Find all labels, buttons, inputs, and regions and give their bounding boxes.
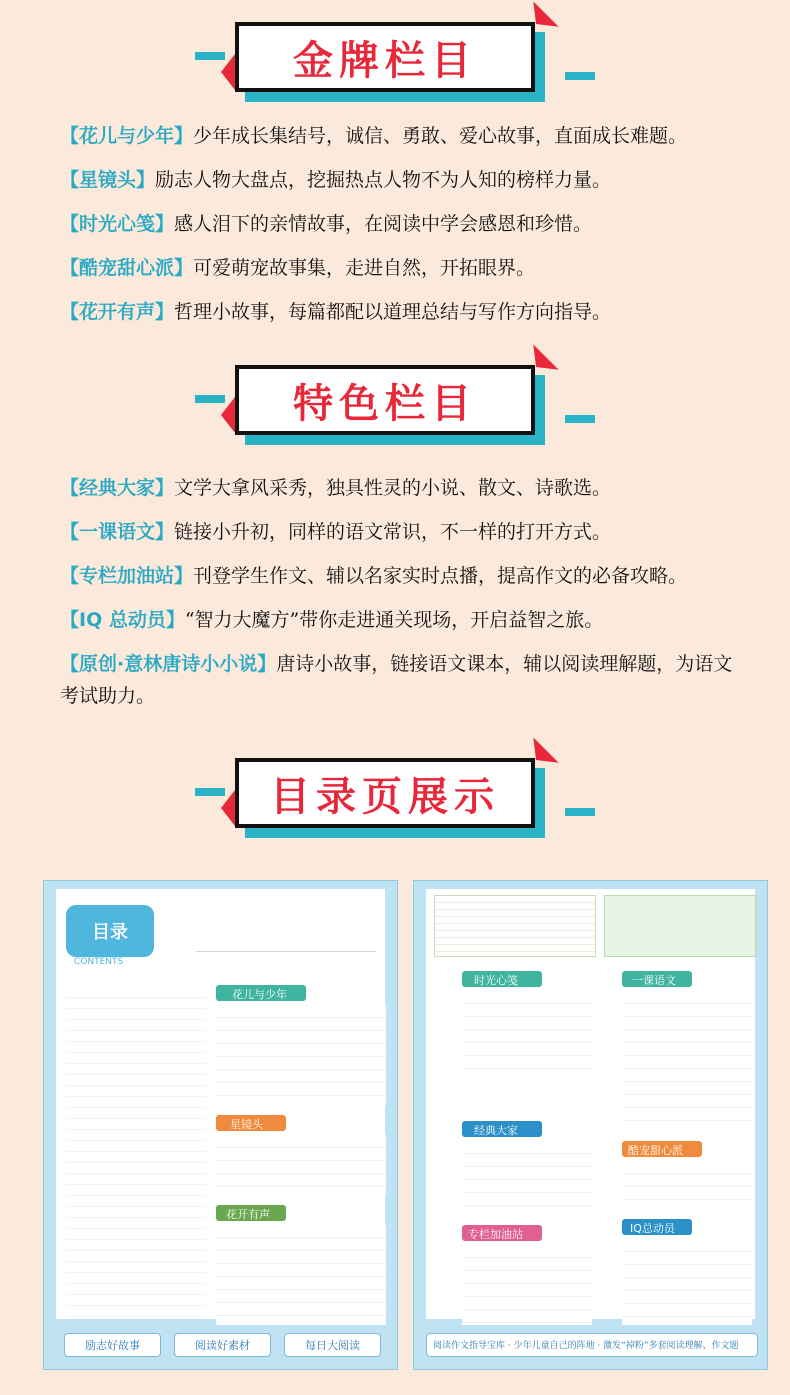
toc-section-head	[216, 985, 306, 1001]
toc-entries	[216, 1005, 386, 1105]
item-tag: 【时光心笺】	[60, 213, 175, 235]
item-text: 唐诗小故事，链接语文课本，辅以阅读理解题，为语文考试助力。	[60, 653, 733, 707]
footer-label: 阅读作文指导宝库 · 少年儿童自己的阵地 · 激发“掉粉”多套阅读理解、作文题	[433, 1341, 739, 1351]
masthead-block	[66, 987, 206, 1317]
catalog-banner	[235, 758, 555, 846]
list-item	[60, 604, 750, 636]
banner-card	[235, 758, 535, 828]
list-item	[60, 120, 750, 152]
item-tag: 【花儿与少年】	[60, 125, 194, 147]
toc-section-label: 星镜头	[230, 1118, 263, 1131]
toc-entries	[622, 991, 752, 1131]
featured-title: 特色栏目	[293, 380, 477, 427]
catalog-preview	[43, 880, 768, 1380]
item-text: 文学大拿风采秀，独具性灵的小说、散文、诗歌选。	[174, 477, 612, 499]
item-tag: 【星镜头】	[60, 169, 156, 191]
banner-bar-right	[565, 72, 595, 80]
banner-card	[235, 365, 535, 435]
gold-title: 金牌栏目	[293, 37, 477, 84]
banner-bar-left	[195, 395, 225, 403]
item-text: 刊登学生作文、辅以名家实时点播，提高作文的必备攻略。	[193, 565, 688, 587]
featured-list	[60, 472, 750, 724]
toc-entries	[216, 1135, 386, 1195]
list-item	[60, 560, 750, 592]
logo-text: 目录	[92, 922, 128, 943]
footer-label: 励志好故事	[85, 1339, 140, 1352]
toc-section-label: 酷宠甜心派	[628, 1144, 683, 1157]
item-tag: 【一课语文】	[60, 521, 175, 543]
footer-pill	[284, 1333, 381, 1357]
toc-section-label: 时光心笺	[474, 974, 518, 987]
logo-badge	[66, 905, 154, 957]
catalog-title: 目录页展示	[270, 773, 500, 820]
list-item	[60, 648, 750, 712]
item-text: 励志人物大盘点，挖掘热点人物不为人知的榜样力量。	[155, 169, 612, 191]
toc-entries	[462, 1141, 592, 1211]
list-item	[60, 472, 750, 504]
page-inner	[56, 889, 385, 1319]
toc-section-head	[622, 1219, 692, 1235]
banner-card	[235, 22, 535, 92]
toc-section-head	[216, 1115, 286, 1131]
logo-sub: CONTENTS	[74, 957, 124, 967]
banner-bar-right	[565, 415, 595, 423]
page-inner	[426, 889, 755, 1319]
toc-entries	[462, 991, 592, 1081]
toc-section-head	[462, 1121, 542, 1137]
toc-left-page	[43, 880, 398, 1370]
gold-banner	[235, 22, 555, 110]
toc-section-label: 一课语文	[632, 974, 676, 987]
toc-section-label: 专栏加油站	[468, 1228, 523, 1241]
toc-section-head	[462, 1225, 542, 1241]
toc-section-label: 经典大家	[474, 1124, 518, 1137]
item-tag: 【原创·意林唐诗小小说】	[60, 653, 277, 675]
footer-pill	[174, 1333, 271, 1357]
list-item	[60, 208, 750, 240]
gold-list	[60, 120, 750, 340]
item-tag: 【经典大家】	[60, 477, 175, 499]
toc-section-label: 花开有声	[226, 1208, 270, 1221]
footer-banner	[426, 1333, 758, 1357]
item-text: 可爱萌宠故事集，走进自然，开拓眼界。	[193, 257, 536, 279]
item-text: 哲理小故事，每篇都配以道理总结与写作方向指导。	[174, 301, 612, 323]
toc-entries	[622, 1161, 752, 1211]
list-item	[60, 164, 750, 196]
toc-entries	[622, 1239, 752, 1325]
item-text: 感人泪下的亲情故事，在阅读中学会感恩和珍惜。	[174, 213, 593, 235]
toc-section-label: IQ总动员	[630, 1222, 675, 1235]
item-tag: 【专栏加油站】	[60, 565, 194, 587]
notice-block	[604, 895, 756, 957]
toc-section-head	[622, 1141, 702, 1157]
list-item	[60, 252, 750, 284]
banner-bar-left	[195, 788, 225, 796]
toc-right-page	[413, 880, 768, 1370]
toc-section-head	[462, 971, 542, 987]
toc-entries	[462, 1245, 592, 1325]
toc-section-head	[216, 1205, 286, 1221]
banner-bar-right	[565, 808, 595, 816]
banner-bar-left	[195, 52, 225, 60]
toc-section-head	[622, 971, 692, 987]
featured-banner	[235, 365, 555, 453]
footer-pill	[64, 1333, 161, 1357]
footer-label: 每日大阅读	[305, 1339, 360, 1352]
intro-block	[434, 895, 596, 957]
footer-label: 阅读好素材	[195, 1339, 250, 1352]
item-tag: 【花开有声】	[60, 301, 175, 323]
list-item	[60, 516, 750, 548]
item-tag: 【酷宠甜心派】	[60, 257, 194, 279]
toc-section-label: 花儿与少年	[232, 988, 287, 1001]
toc-entries	[216, 1225, 386, 1325]
item-text: 少年成长集结号，诚信、勇敢、爱心故事，直面成长难题。	[193, 125, 688, 147]
item-text: 链接小升初，同样的语文常识，不一样的打开方式。	[174, 521, 612, 543]
list-item	[60, 296, 750, 328]
item-tag: 【IQ 总动员】	[60, 609, 185, 631]
masthead-divider	[196, 951, 376, 952]
item-text: “智力大魔方”带你走进通关现场，开启益智之旅。	[184, 609, 604, 631]
